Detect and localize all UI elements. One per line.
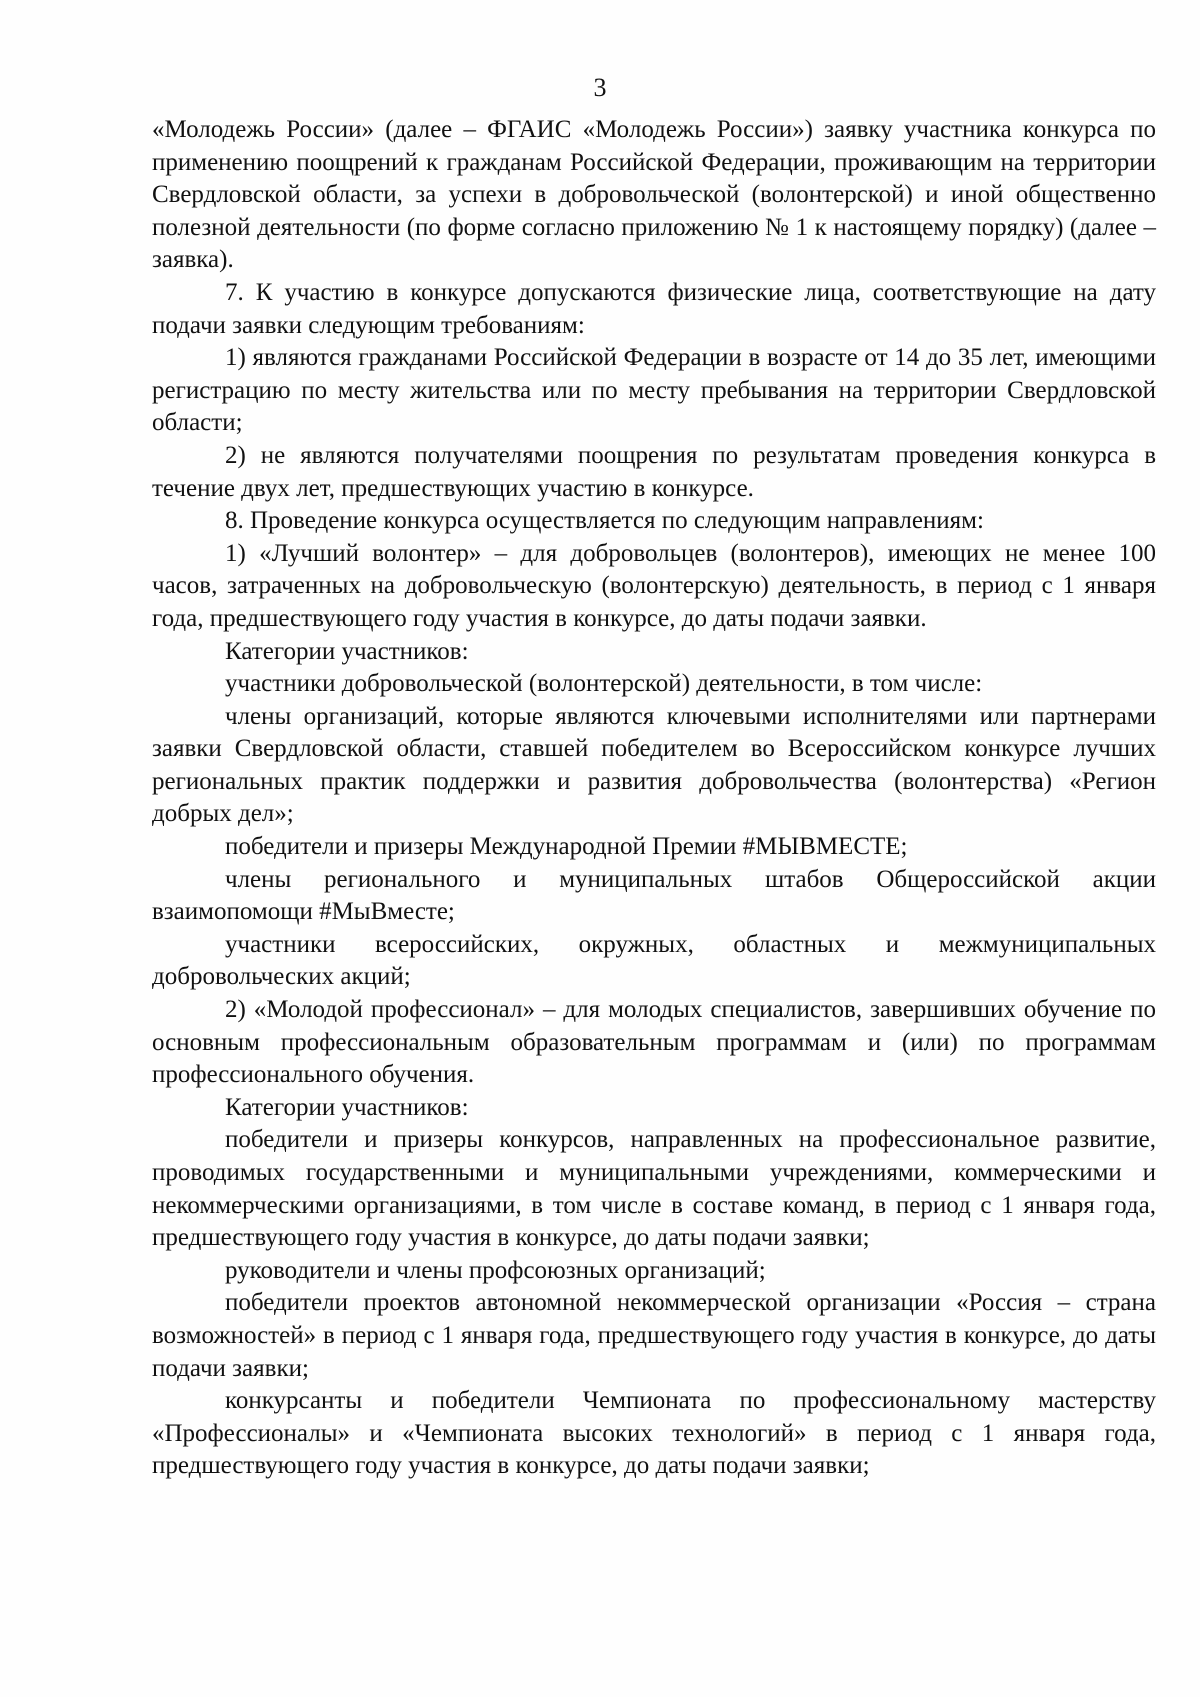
- paragraph-item-7: 7. К участию в конкурсе допускаются физические лица, соответствующие на дату подачи заявки следующим требованиям:: [152, 278, 1156, 339]
- paragraph-item-8-2: 2) «Молодой профессионал» – для молодых специалистов, завершивших обучение по основным профессиональным образовательным программам и (или) по программам профессионального обучения.: [152, 996, 1156, 1089]
- paragraph-category: победители и призеры Международной Премии #МЫВМЕСТЕ;: [225, 833, 908, 861]
- paragraph-categories-heading: Категории участников:: [225, 1093, 469, 1121]
- paragraph-category: участники всероссийских, окружных, областных и межмуниципальных добровольческих акций;: [152, 930, 1156, 991]
- paragraph-item-8-1: 1) «Лучший волонтер» – для добровольцев (волонтеров), имеющих не менее 100 часов, затраченных на добровольческую (волонтерскую) деятельность, в период с 1 января года, предшествующего году участия в конкурсе, до даты подачи заявки.: [152, 539, 1156, 632]
- paragraph-category: победители и призеры конкурсов, направленных на профессиональное развитие, проводимых государственными и муниципальными учреждениями, коммерческими и некоммерческими организациями, в том числе в составе команд, в период с 1 января года, предшествующего году участия в конкурсе, до даты подачи заявки;: [152, 1126, 1156, 1252]
- paragraph-item-7-1: 1) являются гражданами Российской Федерации в возрасте от 14 до 35 лет, имеющими регистрацию по месту жительства или по месту пребывания на территории Свердловской области;: [152, 344, 1156, 437]
- paragraph-category: конкурсанты и победители Чемпионата по профессиональному мастерству «Профессионалы» и «Чемпионата высоких технологий» в период с 1 января года, предшествующего году участия в конкурсе, до даты подачи заявки;: [152, 1387, 1156, 1480]
- paragraph-intro-continuation: «Молодежь России» (далее – ФГАИС «Молодежь России») заявку участника конкурса по применению поощрений к гражданам Российской Федерации, проживающим на территории Свердловской области, за успехи в добровольческой (волонтерской) и иной общественно полезной деятельности (по форме согласно приложению № 1 к настоящему порядку) (далее – заявка).: [152, 116, 1156, 274]
- document-body: [152, 114, 1156, 1483]
- paragraph-category: участники добровольческой (волонтерской) деятельности, в том числе:: [225, 670, 983, 698]
- paragraph-item-8: 8. Проведение конкурса осуществляется по следующим направлениям:: [225, 507, 984, 535]
- paragraph-category: члены организаций, которые являются ключевыми исполнителями или партнерами заявки Свердловской области, ставшей победителем во Всероссийском конкурсе лучших региональных практик поддержки и развития добровольчества (волонтерства) «Регион добрых дел»;: [152, 702, 1156, 828]
- paragraph-categories-heading: Категории участников:: [225, 637, 469, 665]
- page-number: 3: [593, 73, 607, 102]
- paragraph-category: победители проектов автономной некоммерческой организации «Россия – страна возможностей» в период с 1 января года, предшествующего году участия в конкурсе, до даты подачи заявки;: [152, 1289, 1156, 1382]
- paragraph-item-7-2: 2) не являются получателями поощрения по результатам проведения конкурса в течение двух лет, предшествующих участию в конкурсе.: [152, 441, 1156, 502]
- paragraph-category: члены регионального и муниципальных штабов Общероссийской акции взаимопомощи #МыВместе;: [152, 865, 1156, 926]
- paragraph-category: руководители и члены профсоюзных организаций;: [225, 1256, 766, 1284]
